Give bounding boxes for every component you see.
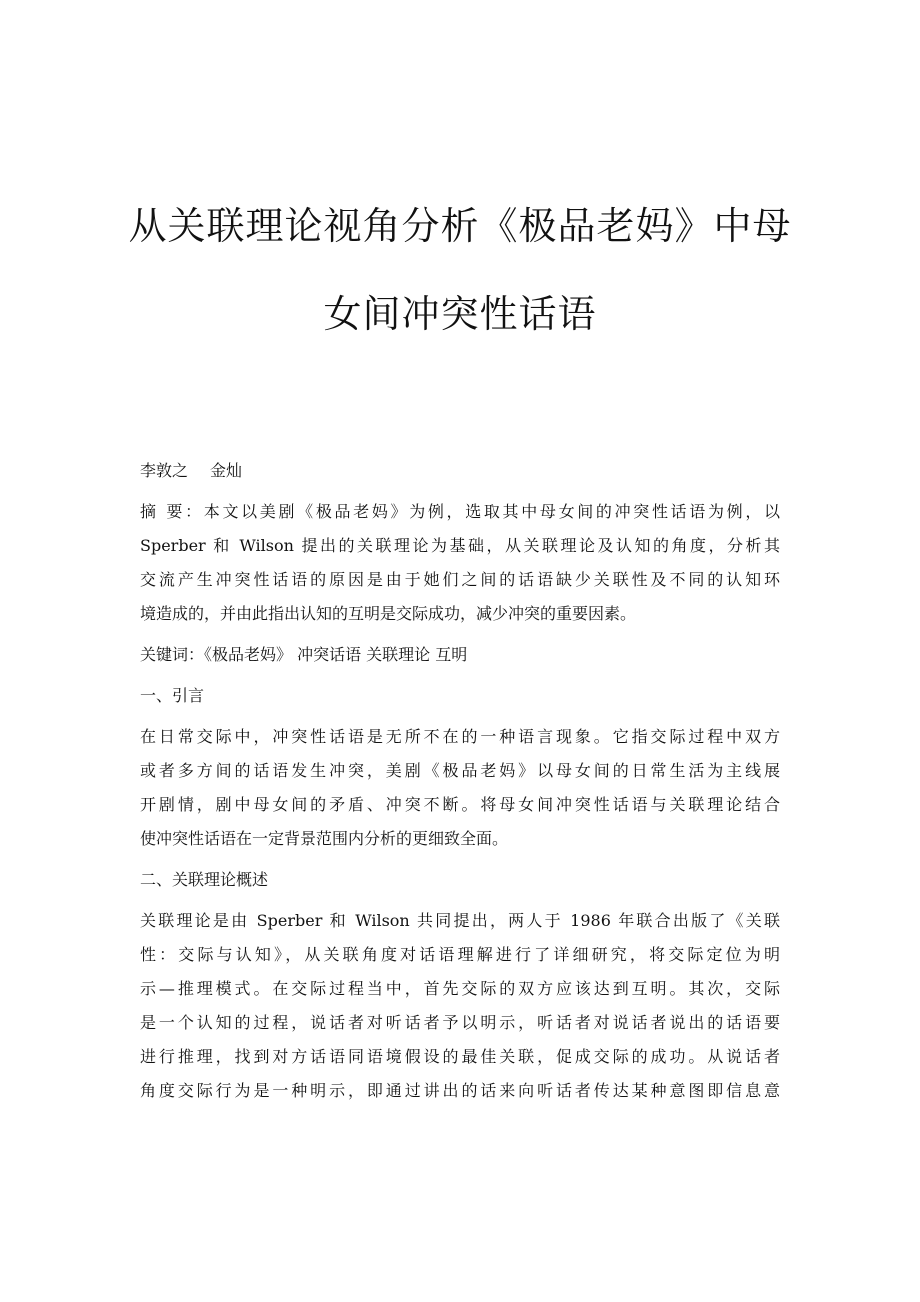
paragraph-line: 是一个认知的过程，说话者对听话者予以明示，听话者对说话者说出的话语要	[140, 1013, 780, 1032]
paragraph-line: 在日常交际中，冲突性话语是无所不在的一种语言现象。它指交际过程中双方	[140, 727, 780, 746]
abstract-line: 摘 要：本文以美剧《极品老妈》为例，选取其中母女间的冲突性话语为例，以	[140, 502, 780, 521]
title-line-2: 女间冲突性话语	[323, 292, 597, 336]
paper-body	[140, 454, 780, 1115]
paper-title	[120, 182, 800, 358]
abstract-line: Sperber 和 Wilson 提出的关联理论为基础，从关联理论及认知的角度，分析其	[140, 536, 780, 555]
paragraph-line: 使冲突性话语在一定背景范围内分析的更细致全面。	[140, 829, 509, 848]
paragraph-line: 示—推理模式。在交际过程当中，首先交际的双方应该达到互明。其次，交际	[140, 979, 780, 998]
title-line-1: 从关联理论视角分析《极品老妈》中母	[128, 204, 792, 248]
paragraph-line: 进行推理，找到对方话语同语境假设的最佳关联，促成交际的成功。从说话者	[140, 1047, 780, 1066]
section-2-paragraph	[140, 904, 780, 1108]
keywords	[140, 638, 780, 672]
abstract	[140, 495, 780, 631]
abstract-line: 境造成的，并由此指出认知的互明是交际成功，减少冲突的重要因素。	[140, 604, 637, 623]
abstract-line: 交流产生冲突性话语的原因是由于她们之间的话语缺少关联性及不同的认知环	[140, 570, 780, 589]
paragraph-line: 或者多方间的话语发生冲突，美剧《极品老妈》以母女间的日常生活为主线展	[140, 761, 780, 780]
section-2-heading	[140, 863, 780, 897]
keywords-line: 关键词：《极品老妈》 冲突话语 关联理论 互明	[140, 645, 468, 664]
paragraph-line: 角度交际行为是一种明示，即通过讲出的话来向听话者传达某种意图即信息意	[140, 1081, 780, 1100]
authors	[140, 454, 780, 488]
section-heading: 二、关联理论概述	[140, 870, 269, 889]
author-2: 金灿	[210, 461, 243, 480]
section-1-heading	[140, 679, 780, 713]
section-heading: 一、引言	[140, 686, 205, 705]
paragraph-line: 关联理论是由 Sperber 和 Wilson 共同提出，两人于 1986 年联合出版了《关联	[140, 911, 780, 930]
author-1: 李敦之	[140, 461, 189, 480]
paragraph-line: 开剧情，剧中母女间的矛盾、冲突不断。将母女间冲突性话语与关联理论结合	[140, 795, 780, 814]
paragraph-line: 性：交际与认知》，从关联角度对话语理解进行了详细研究，将交际定位为明	[140, 945, 780, 964]
section-1-paragraph	[140, 720, 780, 856]
